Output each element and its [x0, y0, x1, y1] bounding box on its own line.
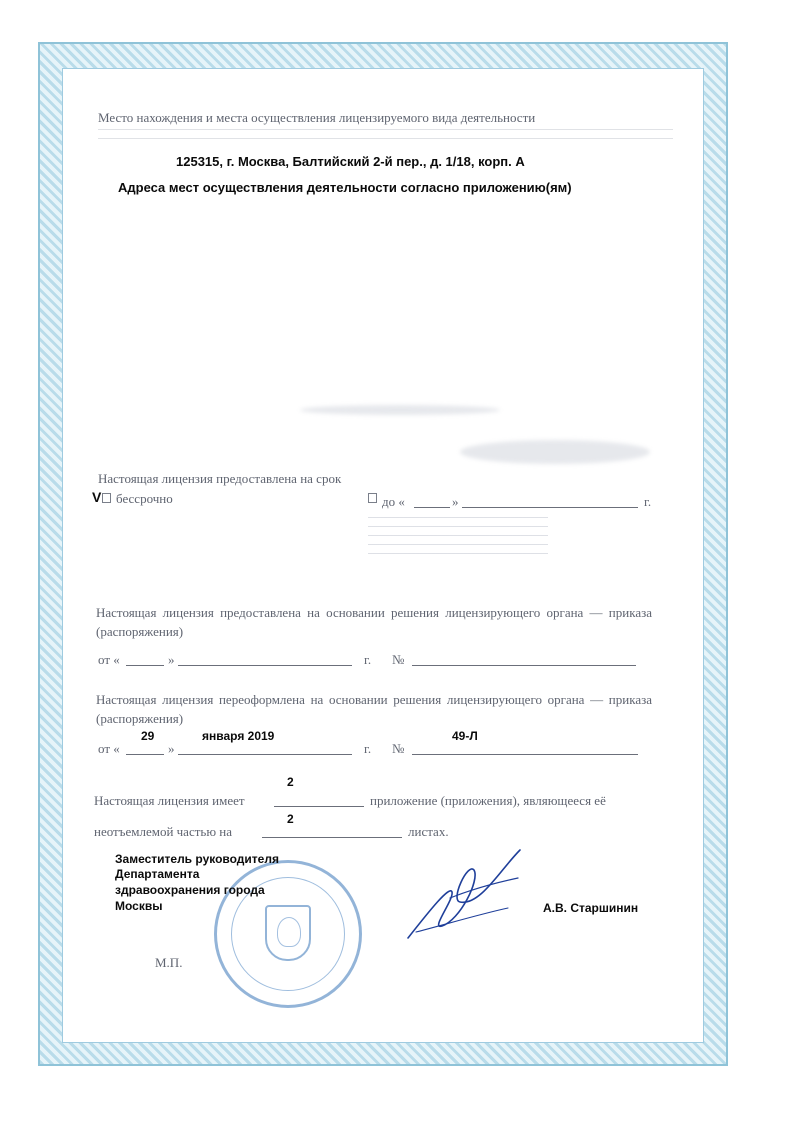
faint-footnote-text — [368, 516, 548, 562]
reissue-number: 49-Л — [452, 729, 478, 743]
term-label: Настоящая лицензия предоставлена на срок — [98, 471, 342, 486]
bleed-through-mark — [460, 440, 650, 464]
reissue-number-line — [412, 754, 638, 755]
term-until-prefix: до « — [382, 494, 405, 509]
term-until-quote: » — [452, 494, 459, 509]
grant-year-suffix: г. — [364, 652, 372, 667]
reissue-month-year: января 2019 — [202, 729, 275, 743]
grant-from-quote: » — [168, 652, 175, 667]
bleed-through-mark — [300, 405, 500, 415]
appendix-text-line2: неотъемлемой частью на — [94, 824, 233, 839]
grant-number-line — [412, 665, 636, 666]
term-year-suffix: г. — [644, 494, 652, 509]
reissue-number-label: № — [392, 741, 405, 756]
licensee-address: 125315, г. Москва, Балтийский 2-й пер., д. 1/18, корп. А — [176, 154, 525, 169]
reissue-day-line — [126, 754, 164, 755]
term-indefinite: бессрочно — [116, 491, 173, 506]
grant-number-label: № — [392, 652, 405, 667]
addresses-note: Адреса мест осуществления деятельности согласно приложению(ям) — [118, 180, 572, 195]
grant-month-line — [178, 665, 352, 666]
location-heading: Место нахождения и места осуществления лицензируемого вида деятельности — [98, 110, 536, 125]
until-checkbox — [368, 493, 377, 503]
appendix-count: 2 — [287, 775, 294, 789]
signer-position-line2: Департамента — [115, 867, 200, 881]
appendix-count-line — [274, 806, 364, 807]
grant-from-label: от « — [98, 652, 120, 667]
appendix-pages-line — [262, 837, 402, 838]
signer-position-line3: здравоохранения города — [115, 883, 265, 897]
term-checkmark: V — [92, 489, 102, 505]
until-month-line — [462, 507, 638, 508]
stamp-place-label: М.П. — [155, 955, 183, 970]
reissue-year-suffix: г. — [364, 741, 372, 756]
reissue-from-quote: » — [168, 741, 175, 756]
appendix-pages-suffix: листах. — [408, 824, 449, 839]
reissue-month-line — [178, 754, 352, 755]
appendix-text-end: приложение (приложения), являющееся её — [370, 793, 606, 808]
signer-position-line4: Москвы — [115, 899, 163, 913]
reissue-from-label: от « — [98, 741, 120, 756]
grant-text: Настоящая лицензия предоставлена на основании решения лицензирующего органа — приказа (распоряжения) — [96, 605, 652, 639]
appendix-pages: 2 — [287, 812, 294, 826]
reissue-day: 29 — [141, 729, 155, 743]
until-day-line — [414, 507, 450, 508]
grant-day-line — [126, 665, 164, 666]
signer-position-line1: Заместитель руководителя — [115, 852, 279, 866]
reissue-text: Настоящая лицензия переоформлена на основании решения лицензирующего органа — приказа (распоряжения) — [96, 692, 652, 726]
indefinite-checkbox — [102, 493, 111, 503]
faint-instruction-text — [98, 125, 673, 147]
handwritten-signature — [390, 840, 530, 950]
appendix-text-start: Настоящая лицензия имеет — [94, 793, 245, 808]
signer-name: А.В. Старшинин — [543, 901, 639, 915]
